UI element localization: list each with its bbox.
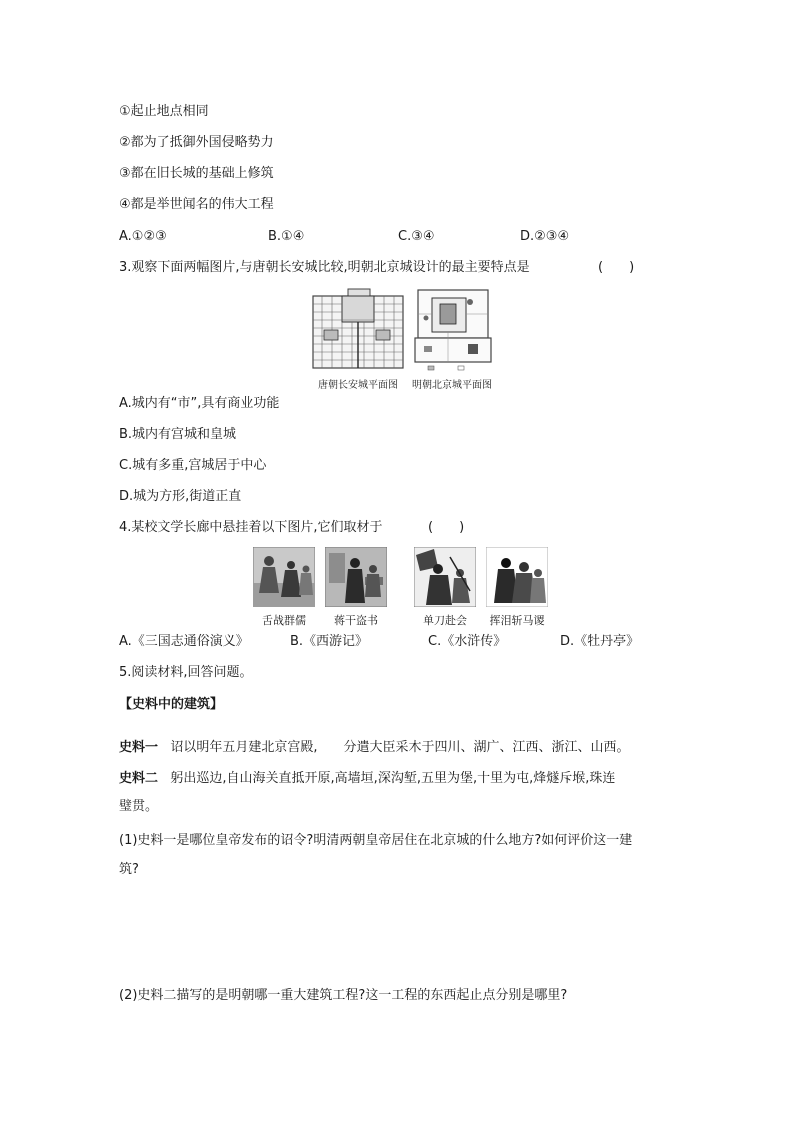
q4-option-b: B.《西游记》: [290, 634, 369, 649]
caption-jianggan-daoshu: 蒋干盗书: [334, 614, 378, 627]
q4-option-a: A.《三国志通俗演义》: [119, 634, 249, 649]
q2-option-a: A.①②③: [119, 229, 167, 244]
q2-item-1: ①起止地点相同: [119, 104, 209, 119]
changan-plan-figure: [312, 288, 404, 370]
beijing-plan-caption: 明朝北京城平面图: [412, 380, 492, 391]
subquestion-1: (1)史料一是哪位皇帝发布的诏令?明清两朝皇帝居住在北京城的什么地方?如何评价这一建: [119, 833, 633, 848]
picture-dandao-fuhui: [414, 547, 476, 607]
source-two-label: 史料二: [119, 771, 159, 786]
source-two: [119, 771, 615, 787]
caption-shezhan-qunru: 舌战群儒: [262, 614, 306, 627]
q3-option-d: D.城为方形,街道正直: [119, 489, 242, 504]
q2-item-2: ②都为了抵御外国侵略势力: [119, 135, 274, 150]
q3-stem-text: 3.观察下面两幅图片,与唐朝长安城比较,明朝北京城设计的最主要特点是: [119, 260, 530, 275]
q2-option-d: D.②③④: [520, 229, 570, 244]
source-one-text: 诏以明年五月建北京宫殿, 分遣大臣采木于四川、湖广、江西、浙江、山西。: [170, 740, 630, 755]
source-one-label: 史料一: [119, 740, 159, 755]
picture-huilei-zhan-masu: [486, 547, 548, 607]
beijing-plan-figure: [414, 288, 492, 372]
q2-option-c: C.③④: [398, 229, 435, 244]
q3-option-c: C.城有多重,宫城居于中心: [119, 458, 267, 473]
q5-stem: 5.阅读材料,回答问题。: [119, 665, 253, 680]
subquestion-2: (2)史料二描写的是明朝哪一重大建筑工程?这一工程的东西起止点分别是哪里?: [119, 988, 568, 1003]
caption-huilei-zhan-masu: 挥泪斩马谡: [489, 614, 545, 627]
q3-answer-bracket: ( ): [598, 260, 635, 275]
source-one: [119, 740, 630, 756]
section-title: 【史料中的建筑】: [119, 697, 224, 712]
subquestion-1-continued: 筑?: [119, 862, 139, 877]
q3-option-a: A.城内有“市”,具有商业功能: [119, 396, 280, 411]
q4-answer-bracket: ( ): [428, 520, 465, 535]
q4-stem: 4.某校文学长廊中悬挂着以下图片,它们取材于: [119, 520, 383, 535]
caption-dandao-fuhui: 单刀赴会: [423, 614, 467, 627]
q2-option-b: B.①④: [268, 229, 305, 244]
q4-option-d: D.《牡丹亭》: [560, 634, 640, 649]
q2-item-3: ③都在旧长城的基础上修筑: [119, 166, 274, 181]
changan-plan-caption: 唐朝长安城平面图: [318, 380, 398, 391]
q2-item-4: ④都是举世闻名的伟大工程: [119, 197, 274, 212]
source-two-continued: 璧贯。: [119, 799, 159, 814]
q4-option-c: C.《水浒传》: [428, 634, 507, 649]
q3-stem: [119, 260, 530, 276]
source-two-text: 躬出巡边,自山海关直抵开原,高墙垣,深沟堑,五里为堡,十里为屯,烽燧斥堠,珠连: [170, 771, 616, 786]
picture-shezhan-qunru: [253, 547, 315, 607]
q3-option-b: B.城内有宫城和皇城: [119, 427, 237, 442]
picture-jianggan-daoshu: [325, 547, 387, 607]
